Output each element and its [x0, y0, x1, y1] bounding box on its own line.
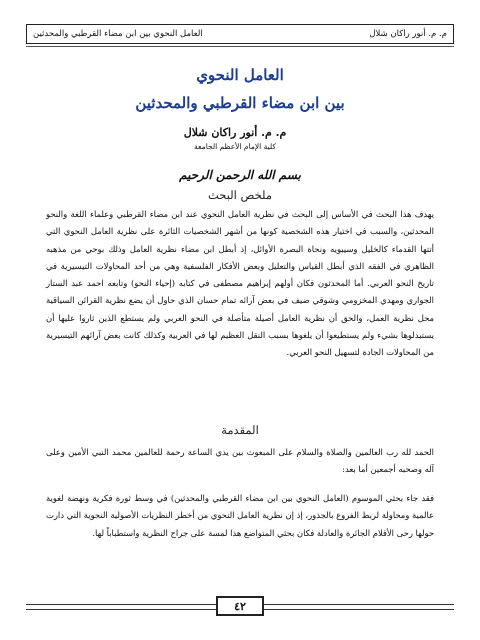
page-subtitle: بين ابن مضاء القرطبي والمحدثين — [135, 94, 345, 112]
header-title: العامل النحوي بين ابن مضاء القرطبي والمحدثين — [33, 29, 203, 39]
title-block — [0, 66, 480, 112]
basmala-calligraphy: بسم الله الرحمن الرحيم — [179, 168, 301, 182]
introduction-heading: المقدمة — [221, 423, 259, 437]
page-number: ٤٢ — [216, 596, 264, 616]
page-title: العامل النحوي — [196, 66, 284, 84]
header-author: م. م. أنور راكان شلال — [369, 29, 447, 39]
running-header — [26, 24, 454, 44]
author-name: م. م. أنور راكان شلال — [183, 126, 287, 139]
introduction-paragraph-2: فقد جاء بحثي الموسوم (العامل النحوي بين ابن مضاء القرطبي والمحدثين) في وسط ثورة فكرية ونهضة لغوية عالمية ومحاولة لربط الفروع بالجذور، إذ إن نظرية العامل النحوي من أخطر النظريات الأصولية النحوية التي دارت حولها رحى الأقلام الجائرة والعادلة فكان بحثي المتواضع هذا لمسة على جراح النظرية واستطباباً لها. — [46, 493, 434, 538]
abstract-paragraph: يهدف هذا البحث في الأساس إلى البحث في نظرية العامل النحوي عند ابن مضاء القرطبي وعلماء اللغة والنحو المحدثين، والسبب في اختيار هذه الشخصية كونها من أشهر الشخصيات الثائرة على نظرية العامل النحوي التي أتتها القدماء كالخليل وسيبويه ونحاة البصرة الأوائل، إذ أبطل ابن مضاء نظرية العامل وذلك بوحي من مذهبه الظاهري في الفقه الذي أبطل القياس والتعليل وبعض الأفكار الفلسفية وهي من أحد المحاولات التيسيرية في تاريخ النحو العربي. أما المحدثون فكان أولهم إبراهيم مصطفى في كتابه (إحياء النحو) وتابعه احمد عبد الستار الجواري ومهدي المخزومي وشوقي ضيف في بعض آرائه تمام حسان الذي حاول أن يضع نظرية القرائن السياقية محل نظرية العمل، والحق أن نظرية العامل أصيلة متأصلة في النحو العربي ولم يستطع الذين ثاروا عليها أن يستبدلوها بشيء ولم يستطيعوا أن يلغوها بسبب النقل العظيم لها في العربية وكذلك كانت بعض آرائهم التيسيرية من المحاولات الجادة لتسهيل النحو العربي. — [46, 209, 434, 358]
header-rule — [26, 46, 454, 47]
author-affiliation: كلية الإمام الأعظم الجامعة — [194, 142, 276, 151]
author-block — [155, 126, 315, 151]
abstract-heading: ملخص البحث — [207, 188, 273, 202]
introduction-paragraph-1: الحمد لله رب العالمين والصلاة والسلام على المبعوث بين يدي الساعة رحمة للعالمين محمد النبي الأمين وعلى آله وصحبه أجمعين أما بعد: — [46, 447, 434, 475]
